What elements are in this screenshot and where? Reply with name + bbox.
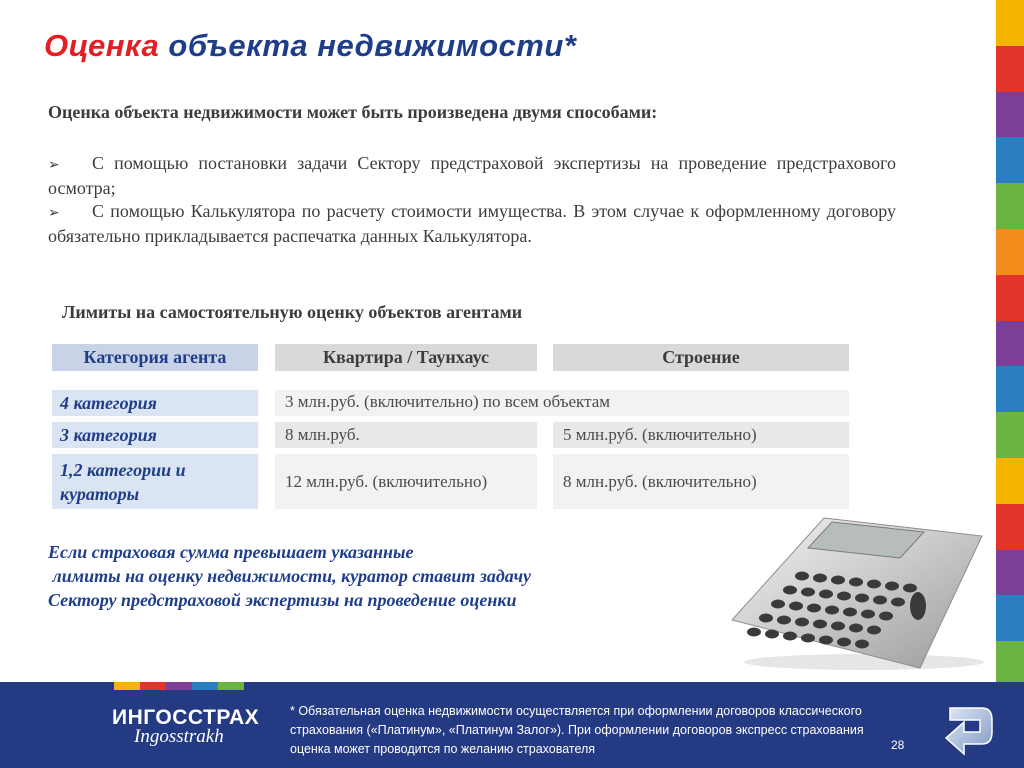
footer-color-stripe	[114, 682, 244, 690]
table-cell-building: 5 млн.руб. (включительно)	[553, 422, 849, 448]
table-row-category: 4 категория	[52, 390, 258, 416]
stripe-segment	[996, 229, 1024, 275]
stripe-segment	[996, 458, 1024, 504]
arrowhead-bullet-icon: ➢	[48, 157, 60, 173]
table-row-category: 1,2 категории и кураторы	[52, 454, 258, 509]
stripe-segment	[996, 595, 1024, 641]
stripe-segment	[996, 275, 1024, 321]
arrowhead-bullet-icon: ➢	[48, 205, 60, 221]
table-cell-building: 8 млн.руб. (включительно)	[553, 454, 849, 509]
stripe-segment	[996, 137, 1024, 183]
stripe-segment	[996, 504, 1024, 550]
stripe-segment	[192, 682, 218, 690]
stripe-segment	[996, 412, 1024, 458]
stripe-segment	[996, 183, 1024, 229]
stripe-segment	[114, 682, 140, 690]
page-number: 28	[891, 738, 905, 752]
list-item	[48, 152, 896, 200]
bullet-text: С помощью постановки задачи Сектору предстраховой экспертизы на проведение предстрахового осмотра;	[48, 153, 896, 198]
stripe-segment	[996, 321, 1024, 367]
header-building: Строение	[553, 344, 849, 371]
title-accent: Оценка	[44, 28, 160, 63]
stripe-segment	[996, 0, 1024, 46]
note-line: лимиты на оценку недвижимости, куратор ставит задачу	[48, 566, 532, 586]
bullet-text: С помощью Калькулятора по расчету стоимости имущества. В этом случае к оформленному договору обязательно прикладывается распечатка данных Калькулятора.	[48, 201, 896, 246]
intro-text: Оценка объекта недвижимости может быть произведена двумя способами:	[48, 102, 658, 122]
table-cell-apartment: 12 млн.руб. (включительно)	[275, 454, 537, 509]
company-logo	[112, 706, 259, 748]
note-line: Если страховая сумма превышает указанные	[48, 542, 414, 562]
slide-title	[44, 28, 576, 64]
table-row-category: 3 категория	[52, 422, 258, 448]
stripe-segment	[140, 682, 166, 690]
logo-sub-text: Ingosstrakh	[134, 726, 224, 747]
stripe-segment	[996, 550, 1024, 596]
header-apartment: Квартира / Таунхаус	[275, 344, 537, 371]
methods-list	[48, 152, 896, 248]
stripe-segment	[996, 366, 1024, 412]
stripe-segment	[996, 46, 1024, 92]
list-item	[48, 200, 896, 248]
title-rest: объекта недвижимости*	[168, 28, 577, 63]
stripe-segment	[996, 92, 1024, 138]
footnote: * Обязательная оценка недвижимости осуществляется при оформлении договоров классического страхования («Платинум», «Платинум Залог»). При оформлении договоров экспресс страхования оценка может проводится по желанию страхователя	[290, 704, 864, 756]
note-line: Сектору предстраховой экспертизы на проведение оценки	[48, 590, 517, 610]
decorative-color-stripe	[996, 0, 1024, 688]
return-arrow-icon[interactable]	[944, 702, 996, 762]
header-agent-category: Категория агента	[52, 344, 258, 371]
logo-main-text: ИНГОССТРАХ	[112, 706, 260, 729]
stripe-segment	[996, 641, 1024, 687]
table-cell-apartment: 8 млн.руб.	[275, 422, 537, 448]
note-text	[48, 540, 531, 612]
stripe-segment	[218, 682, 244, 690]
table-cell-apartment: 3 млн.руб. (включительно) по всем объектам	[275, 390, 849, 416]
calculator-icon	[724, 512, 984, 672]
stripe-segment	[166, 682, 192, 690]
limits-heading: Лимиты на самостоятельную оценку объектов агентами	[62, 302, 523, 322]
